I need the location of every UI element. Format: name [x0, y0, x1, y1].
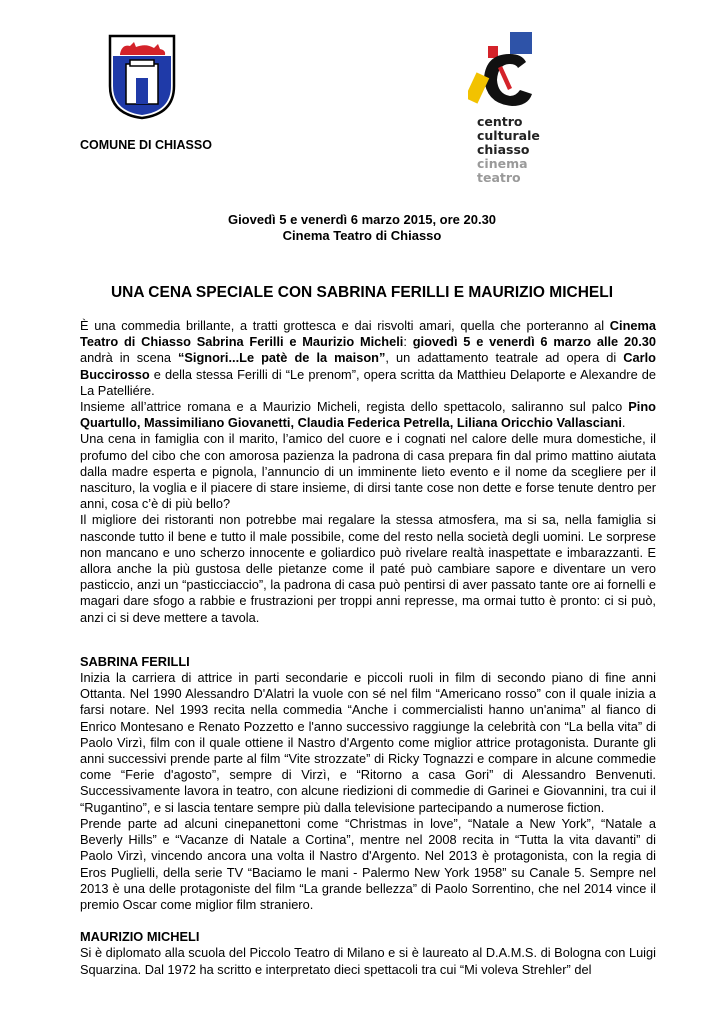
text-run: Una cena in famiglia con il marito, l’amico del cuore e i cognati nel calore delle mura domestiche, il profumo del cibo che con amorosa pazienza la padrona di casa prepara fin dal primo mattino aiutata dalla madre esperta e pignola, l’annuncio di un imminente lieto evento e il nome da scegliere per il nascituro, la voglia e il piacere di stare insieme, di dirsi tante cose non dette e forse tenute dentro per anni, cosa c’è di più bello?: [80, 431, 656, 512]
text-run: Insieme all’attrice romana e a Maurizio Micheli, regista dello spettacolo, saliranno sul palco: [80, 399, 629, 415]
event-venue: Cinema Teatro di Chiasso: [282, 228, 442, 243]
ccc-logo-line: teatro: [477, 170, 521, 185]
body-paragraph: [80, 318, 656, 399]
document-body: [80, 318, 656, 978]
body-paragraph: Inizia la carriera di attrice in parti secondarie e piccoli ruoli in film di secondo piano di fine anni Ottanta. Nel 1990 Alessandro D'Alatri la vuole con sé nel film “Americano rosso” con il quale inizia a farsi notare. Nel 1993 recita nella commedia “Anche i commercialisti hanno un'anima” al fianco di Enrico Montesano e Renato Pozzetto e l'anno successivo raggiunge la celebrità con “La bella vita” di Paolo Virzì, film con il quale ottiene il Nastro d'Argento come miglior attrice protagonista. Durante gli anni successivi prende parte al film “Vite strozzate” di Ricky Tognazzi e compare in alcune commedie come “Ferie d'agosto”, sempre di Virzì, e “Ritorno a casa Gori” di Alessandro Benvenuti. Successivamente lavora in teatro, con alcune riedizioni di commedie di Garinei e Giovannini, tra cui il “Rugantino”, e si lascia tentare sempre più dalla televisione partecipando a numerose fiction.: [80, 670, 656, 815]
text-run: :: [403, 334, 413, 350]
event-date: Giovedì 5 e venerdì 6 marzo 2015, ore 20.30: [227, 212, 497, 227]
bold-text-run: “Signori...Le patè de la maison”: [177, 350, 386, 366]
text-run: È una commedia brillante, a tratti grottesca e dai risvolti amari, quella che porteranno al: [80, 318, 610, 333]
text-run: .: [621, 415, 626, 431]
document-title: UNA CENA SPECIALE CON SABRINA FERILLI E MAURIZIO MICHELI: [110, 284, 614, 301]
centro-culturale-chiasso-logo: [468, 32, 540, 110]
text-run: andrà in scena: [80, 350, 178, 366]
ccc-logo-line: chiasso: [477, 142, 530, 157]
bold-text-run: Cinema Teatro di Chiasso Sabrina Ferilli e Maurizio Micheli: [80, 318, 656, 350]
section-heading-ferilli: SABRINA FERILLI: [80, 653, 190, 669]
ccc-logo-line: culturale: [477, 128, 540, 143]
body-paragraph: [80, 431, 656, 512]
body-paragraph: Si è diplomato alla scuola del Piccolo Teatro di Milano e si è laureato al D.A.M.S. di Bologna con Luigi Squarzina. Dal 1972 ha scritto e interpretato dieci spettacoli tra cui “Mi voleva Strehler” del: [80, 945, 656, 977]
ccc-logo-line: centro: [477, 114, 523, 129]
comune-label: COMUNE DI CHIASSO: [80, 138, 212, 152]
event-dateline-block: [0, 212, 724, 244]
text-run: e della stessa Ferilli di “Le prenom”, opera scritta da Matthieu Delaporte e Alexandre de La Patelliére.: [80, 366, 656, 398]
bold-text-run: giovedì 5 e venerdì 6 marzo alle 20.30: [412, 334, 656, 350]
comune-chiasso-crest-logo: [108, 34, 176, 120]
text-run: Il migliore dei ristoranti non potrebbe mai regalare la stessa atmosfera, ma si sa, nella famiglia si nasconde tutto il bene e tutto il male possibile, come del resto nella società degli uomini. Le sorprese non mancano e uno scherzo innocente e goliardico può rivelare realtà inaspettate e imbarazzanti. E allora anche la più gustosa delle pietanze come il paté può cambiare sapore e diventare un vero pasticcio, anzi un “pasticciaccio”, la padrona di casa può pentirsi di aver passato tante ore ai fornelli e magari dare sfogo a rabbie e frustrazioni per troppi anni represse, ma ormai tutto è pronto: ci si può, anzi ci si deve mettere a tavola.: [80, 512, 656, 625]
body-paragraph: Prende parte ad alcuni cinepanettoni come “Christmas in love”, “Natale a New York”, “Natale a Beverly Hills” e “Vacanze di Natale a Cortina”, mentre nel 2008 recita in “Tutta la vita davanti” di Paolo Virzì, vincendo ancora una volta il Nastro d'Argento. Nel 2013 è protagonista, con la regia di Eros Puglielli, della serie TV “Baciamo le mani - Palermo New York 1958” su Canale 5. Sempre nel 2013 è una delle protagoniste del film “La grande bellezza” di Paolo Sorrentino, che nel 2014 vince il premio Oscar come miglior film straniero.: [80, 815, 656, 912]
section-heading-micheli: MAURIZIO MICHELI: [80, 929, 200, 945]
text-run: , un adattamento teatrale ad opera di: [385, 350, 624, 366]
bold-text-run: Carlo Buccirosso: [80, 350, 656, 382]
body-paragraph: [80, 399, 656, 431]
ccc-logo-line: cinema: [477, 156, 528, 171]
ccc-logo-text: [477, 115, 540, 185]
body-paragraph: [80, 512, 656, 625]
bold-text-run: Pino Quartullo, Massimiliano Giovanetti, Claudia Federica Petrella, Liliana Oricchio Vallasciani: [80, 399, 656, 431]
